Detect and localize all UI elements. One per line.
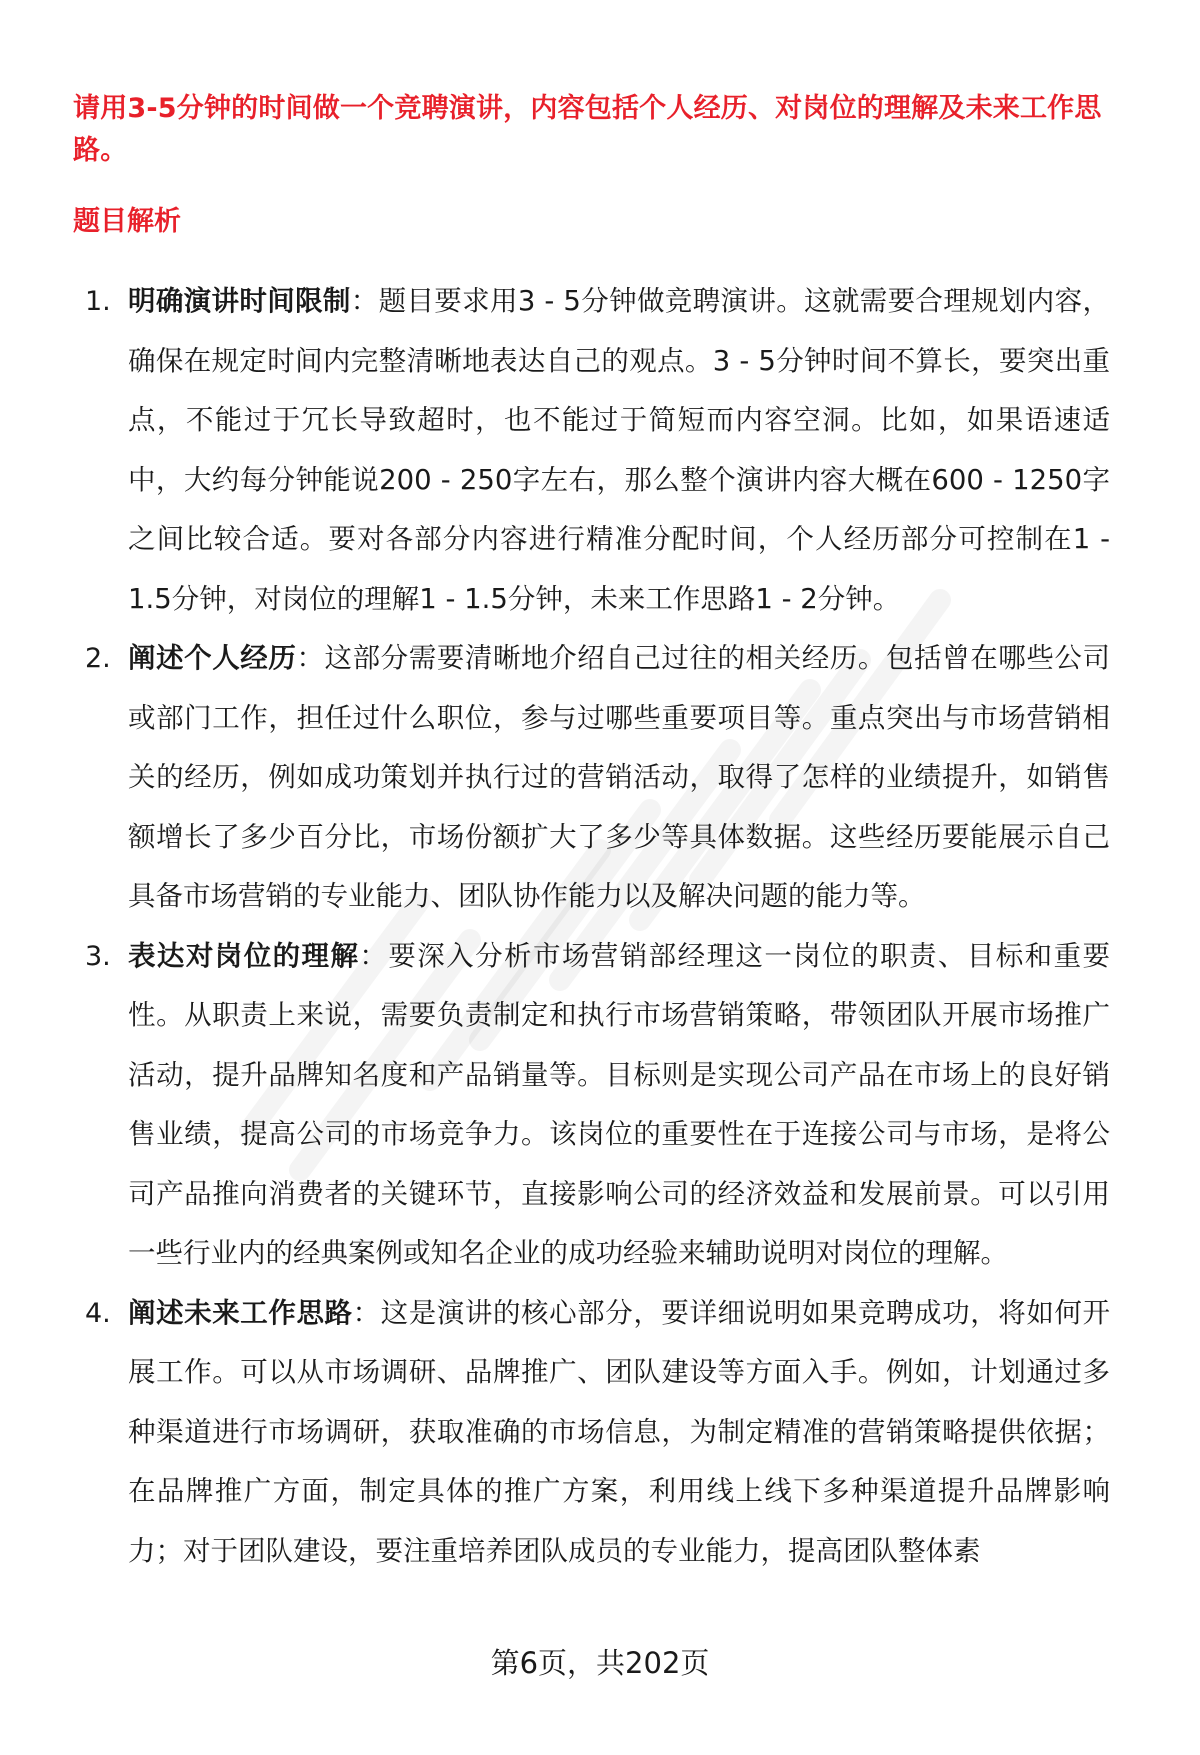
item-title: 阐述未来工作思路 xyxy=(128,1296,353,1329)
analysis-list xyxy=(73,272,1110,1581)
item-body: ：题目要求用3 - 5分钟做竞聘演讲。这就需要合理规划内容，确保在规定时间内完整清晰地表达自己的观点。3 - 5分钟时间不算长，要突出重点，不能过于冗长导致超时，也不能过于简短而内容空洞。比如，如果语速适中，大约每分钟能说200 - 250字左右，那么整个演讲内容大概在600 - 1250字之间比较合适。要对各部分内容进行精准分配时间，个人经历部分可控制在1 - 1.5分钟，对岗位的理解1 - 1.5分钟，未来工作思路1 - 2分钟。 xyxy=(128,285,1110,615)
item-body: ：这是演讲的核心部分，要详细说明如果竞聘成功，将如何开展工作。可以从市场调研、品牌推广、团队建设等方面入手。例如，计划通过多种渠道进行市场调研，获取准确的市场信息，为制定精准的营销策略提供依据；在品牌推广方面，制定具体的推广方案，利用线上线下多种渠道提升品牌影响力；对于团队建设，要注重培养团队成员的专业能力，提高团队整体素 xyxy=(128,1296,1111,1567)
item-title: 表达对岗位的理解 xyxy=(128,939,360,972)
list-item xyxy=(73,272,1110,629)
item-body: ：要深入分析市场营销部经理这一岗位的职责、目标和重要性。从职责上来说，需要负责制定和执行市场营销策略，带领团队开展市场推广活动，提升品牌知名度和产品销量等。目标则是实现公司产品在市场上的良好销售业绩，提高公司的市场竞争力。该岗位的重要性在于连接公司与市场，是将公司产品推向消费者的关键环节，直接影响公司的经济效益和发展前景。可以引用一些行业内的经典案例或知名企业的成功经验来辅助说明对岗位的理解。 xyxy=(128,939,1111,1269)
item-title: 明确演讲时间限制 xyxy=(128,285,351,317)
item-number: 3. xyxy=(85,940,111,972)
list-item xyxy=(73,1284,1110,1582)
section-title: 题目解析 xyxy=(73,206,181,237)
item-body: ：这部分需要清晰地介绍自己过往的相关经历。包括曾在哪些公司或部门工作，担任过什么职位，参与过哪些重要项目等。重点突出与市场营销相关的经历，例如成功策划并执行过的营销活动，取得了怎样的业绩提升，如销售额增长了多少百分比，市场份额扩大了多少等具体数据。这些经历要能展示自己具备市场营销的专业能力、团队协作能力以及解决问题的能力等。 xyxy=(128,642,1111,912)
page-footer: 第6页，共202页 xyxy=(490,1646,710,1680)
item-number: 2. xyxy=(85,643,111,674)
list-item xyxy=(73,927,1110,1284)
question-heading: 请用3-5分钟的时间做一个竞聘演讲，内容包括个人经历、对岗位的理解及未来工作思路。 xyxy=(73,93,1102,166)
item-title: 阐述个人经历 xyxy=(128,642,297,674)
item-number: 4. xyxy=(85,1297,111,1329)
item-number: 1. xyxy=(85,286,111,317)
list-item xyxy=(73,629,1110,927)
